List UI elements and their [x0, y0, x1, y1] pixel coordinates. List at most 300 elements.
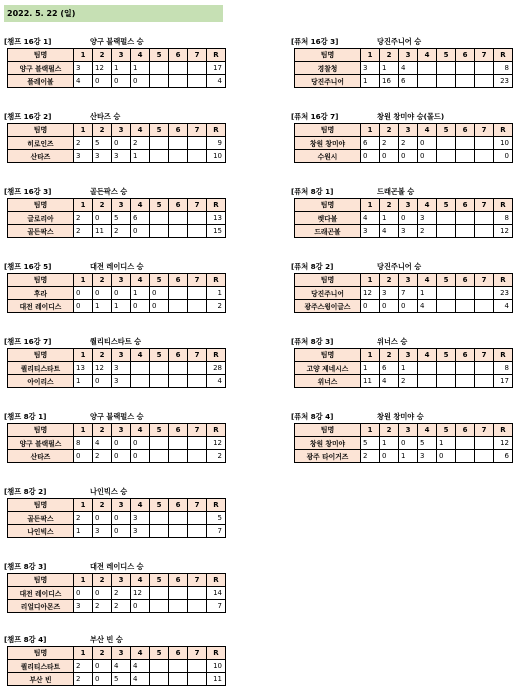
total-column-header: R — [207, 199, 226, 212]
table-row — [8, 75, 226, 88]
game-label: [퓨처 8강 3] — [291, 337, 334, 346]
inning-column-header: 3 — [399, 349, 418, 362]
game-header — [291, 35, 515, 48]
inning-score: 1 — [112, 62, 131, 75]
table-row — [8, 137, 226, 150]
inning-score — [188, 137, 207, 150]
inning-column-header: 7 — [188, 349, 207, 362]
inning-column-header: 7 — [188, 424, 207, 437]
inning-score — [475, 437, 494, 450]
score-table — [7, 123, 226, 163]
score-table — [294, 348, 513, 388]
inning-score — [437, 212, 456, 225]
inning-column-header: 4 — [131, 274, 150, 287]
team-name: 광주 타이거즈 — [295, 450, 361, 463]
inning-score — [437, 150, 456, 163]
total-runs: 4 — [207, 375, 226, 388]
table-row — [8, 287, 226, 300]
inning-column-header: 2 — [93, 499, 112, 512]
table-row — [8, 660, 226, 673]
team-name: 양구 블랙펄스 — [8, 437, 74, 450]
inning-score — [456, 225, 475, 238]
total-column-header: R — [207, 124, 226, 137]
inning-score — [169, 587, 188, 600]
inning-score — [150, 362, 169, 375]
inning-column-header: 3 — [112, 124, 131, 137]
inning-score — [150, 212, 169, 225]
game-block — [4, 260, 228, 313]
inning-score: 4 — [74, 75, 93, 88]
total-column-header: R — [207, 49, 226, 62]
inning-score — [437, 375, 456, 388]
inning-score — [475, 450, 494, 463]
inning-column-header: 5 — [150, 199, 169, 212]
inning-score: 0 — [112, 287, 131, 300]
table-row — [8, 362, 226, 375]
inning-column-header: 2 — [93, 274, 112, 287]
inning-score: 11 — [361, 375, 380, 388]
inning-column-header: 1 — [361, 124, 380, 137]
inning-score — [456, 362, 475, 375]
game-block — [291, 410, 515, 463]
inning-score: 1 — [380, 62, 399, 75]
game-winner: 창원 창미야 승(몰드) — [377, 112, 445, 121]
inning-column-header: 4 — [418, 349, 437, 362]
team-name: 렛다볼 — [295, 212, 361, 225]
team-column-header: 팀명 — [8, 124, 74, 137]
team-column-header: 팀명 — [295, 199, 361, 212]
date-header: 2022. 5. 22 (일) — [4, 5, 223, 22]
game-label: [챔프 8강 2] — [4, 487, 47, 496]
game-winner: 양구 블랙펄스 승 — [90, 37, 144, 46]
inning-score — [475, 150, 494, 163]
inning-score: 2 — [112, 600, 131, 613]
inning-column-header: 2 — [380, 274, 399, 287]
inning-score: 2 — [112, 225, 131, 238]
inning-score: 4 — [418, 300, 437, 313]
score-header-row — [8, 574, 226, 587]
total-runs: 15 — [207, 225, 226, 238]
inning-column-header: 2 — [93, 124, 112, 137]
inning-score: 0 — [93, 660, 112, 673]
inning-score — [150, 525, 169, 538]
inning-column-header: 7 — [475, 199, 494, 212]
inning-column-header: 5 — [437, 424, 456, 437]
inning-score — [437, 62, 456, 75]
inning-column-header: 7 — [188, 199, 207, 212]
inning-score — [475, 225, 494, 238]
table-row — [8, 62, 226, 75]
inning-column-header: 4 — [131, 574, 150, 587]
team-name: 퀄리티스타트 — [8, 660, 74, 673]
inning-score: 3 — [112, 150, 131, 163]
inning-column-header: 2 — [380, 49, 399, 62]
team-name: 산타즈 — [8, 150, 74, 163]
inning-score — [150, 150, 169, 163]
inning-column-header: 4 — [418, 124, 437, 137]
table-row — [295, 300, 513, 313]
game-winner: 당진주니어 승 — [377, 262, 422, 271]
team-name: 수원시 — [295, 150, 361, 163]
inning-score: 0 — [361, 300, 380, 313]
inning-score: 4 — [131, 673, 150, 686]
total-runs: 8 — [494, 362, 513, 375]
inning-column-header: 5 — [150, 647, 169, 660]
inning-column-header: 3 — [112, 574, 131, 587]
inning-column-header: 5 — [150, 49, 169, 62]
inning-column-header: 5 — [437, 49, 456, 62]
inning-column-header: 3 — [112, 49, 131, 62]
inning-column-header: 7 — [475, 124, 494, 137]
inning-score — [150, 660, 169, 673]
inning-score — [169, 375, 188, 388]
inning-score: 3 — [131, 525, 150, 538]
game-header — [291, 335, 515, 348]
inning-score: 2 — [380, 137, 399, 150]
inning-column-header: 5 — [150, 574, 169, 587]
team-name: 창원 창미야 — [295, 437, 361, 450]
team-column-header: 팀명 — [295, 124, 361, 137]
inning-score — [188, 600, 207, 613]
inning-column-header: 4 — [131, 349, 150, 362]
team-column-header: 팀명 — [8, 274, 74, 287]
score-table — [7, 423, 226, 463]
game-winner: 드래곤볼 승 — [377, 187, 415, 196]
table-row — [295, 212, 513, 225]
inning-score — [150, 437, 169, 450]
team-name: 고양 제네시스 — [295, 362, 361, 375]
inning-score — [437, 75, 456, 88]
score-header-row — [8, 499, 226, 512]
table-row — [8, 600, 226, 613]
inning-score — [188, 300, 207, 313]
inning-score — [188, 212, 207, 225]
inning-score: 0 — [112, 450, 131, 463]
table-row — [295, 150, 513, 163]
inning-score — [169, 437, 188, 450]
table-row — [295, 287, 513, 300]
inning-score — [188, 673, 207, 686]
inning-score: 0 — [93, 587, 112, 600]
inning-column-header: 5 — [437, 199, 456, 212]
total-runs: 2 — [207, 300, 226, 313]
inning-score — [437, 225, 456, 238]
inning-score: 0 — [131, 300, 150, 313]
inning-score: 0 — [131, 75, 150, 88]
game-label: [챔프 8강 3] — [4, 562, 47, 571]
inning-score: 3 — [418, 450, 437, 463]
game-label: [챔프 8강 4] — [4, 635, 47, 644]
inning-column-header: 6 — [169, 49, 188, 62]
inning-column-header: 4 — [131, 647, 150, 660]
inning-column-header: 6 — [456, 349, 475, 362]
score-header-row — [295, 49, 513, 62]
team-column-header: 팀명 — [295, 274, 361, 287]
game-label: [챔프 16강 5] — [4, 262, 52, 271]
inning-score: 5 — [418, 437, 437, 450]
inning-score: 0 — [112, 437, 131, 450]
inning-score — [150, 137, 169, 150]
team-column-header: 팀명 — [8, 199, 74, 212]
inning-score — [188, 375, 207, 388]
inning-score: 5 — [112, 212, 131, 225]
inning-score — [456, 150, 475, 163]
inning-score — [456, 437, 475, 450]
inning-score: 2 — [361, 450, 380, 463]
inning-score: 4 — [93, 437, 112, 450]
inning-column-header: 2 — [93, 647, 112, 660]
inning-score — [150, 450, 169, 463]
inning-score — [150, 600, 169, 613]
score-table — [294, 423, 513, 463]
inning-score: 2 — [93, 600, 112, 613]
score-header-row — [295, 349, 513, 362]
inning-score — [418, 62, 437, 75]
inning-score: 5 — [93, 137, 112, 150]
inning-score — [188, 660, 207, 673]
total-runs: 1 — [207, 287, 226, 300]
inning-column-header: 7 — [188, 274, 207, 287]
inning-column-header: 3 — [112, 499, 131, 512]
inning-column-header: 3 — [112, 199, 131, 212]
inning-score — [169, 362, 188, 375]
game-winner: 퀄리티스타트 승 — [90, 337, 142, 346]
inning-column-header: 1 — [74, 499, 93, 512]
team-name: 리얼디아몬즈 — [8, 600, 74, 613]
inning-column-header: 3 — [399, 274, 418, 287]
game-label: [퓨처 8강 4] — [291, 412, 334, 421]
inning-column-header: 2 — [93, 349, 112, 362]
inning-column-header: 1 — [74, 574, 93, 587]
game-header — [4, 35, 228, 48]
inning-column-header: 7 — [188, 124, 207, 137]
inning-score — [150, 673, 169, 686]
score-header-row — [295, 424, 513, 437]
inning-score: 0 — [112, 512, 131, 525]
inning-column-header: 1 — [74, 49, 93, 62]
table-row — [8, 212, 226, 225]
inning-score — [475, 212, 494, 225]
table-row — [295, 362, 513, 375]
inning-column-header: 6 — [169, 424, 188, 437]
inning-score — [188, 450, 207, 463]
inning-score: 0 — [74, 300, 93, 313]
game-block — [4, 485, 228, 538]
total-column-header: R — [207, 424, 226, 437]
inning-score: 0 — [399, 212, 418, 225]
inning-score: 3 — [361, 62, 380, 75]
inning-score: 0 — [380, 150, 399, 163]
game-header — [4, 485, 228, 498]
score-header-row — [8, 424, 226, 437]
inning-score: 1 — [131, 287, 150, 300]
inning-score: 0 — [74, 450, 93, 463]
table-row — [8, 673, 226, 686]
game-block — [4, 633, 228, 686]
inning-score — [475, 375, 494, 388]
game-header — [4, 633, 228, 646]
inning-score: 6 — [399, 75, 418, 88]
inning-score: 0 — [112, 137, 131, 150]
inning-column-header: 3 — [399, 199, 418, 212]
table-row — [295, 62, 513, 75]
total-column-header: R — [207, 647, 226, 660]
inning-score — [169, 287, 188, 300]
table-row — [8, 225, 226, 238]
team-column-header: 팀명 — [8, 349, 74, 362]
team-name: 골든팍스 — [8, 512, 74, 525]
inning-score: 0 — [131, 437, 150, 450]
inning-column-header: 2 — [380, 349, 399, 362]
inning-score: 2 — [74, 512, 93, 525]
game-winner: 대전 레이디스 승 — [90, 262, 144, 271]
inning-column-header: 6 — [169, 647, 188, 660]
inning-score: 4 — [380, 375, 399, 388]
inning-column-header: 3 — [112, 647, 131, 660]
total-runs: 10 — [494, 137, 513, 150]
inning-score: 0 — [399, 150, 418, 163]
score-table — [294, 48, 513, 88]
inning-column-header: 1 — [361, 199, 380, 212]
inning-score: 0 — [361, 150, 380, 163]
game-label: [퓨처 16강 7] — [291, 112, 339, 121]
inning-score: 1 — [380, 437, 399, 450]
inning-score: 3 — [399, 225, 418, 238]
score-table — [7, 48, 226, 88]
total-runs: 2 — [207, 450, 226, 463]
inning-score — [188, 75, 207, 88]
inning-score — [188, 150, 207, 163]
total-column-header: R — [494, 124, 513, 137]
inning-column-header: 6 — [456, 49, 475, 62]
team-name: 드래곤볼 — [295, 225, 361, 238]
game-block — [291, 335, 515, 388]
inning-score: 1 — [361, 362, 380, 375]
inning-score: 1 — [418, 287, 437, 300]
team-name: 경찰청 — [295, 62, 361, 75]
inning-column-header: 6 — [169, 574, 188, 587]
game-block — [291, 260, 515, 313]
inning-column-header: 4 — [131, 199, 150, 212]
game-label: [챔프 16강 3] — [4, 187, 52, 196]
total-runs: 12 — [494, 437, 513, 450]
inning-score: 3 — [74, 62, 93, 75]
inning-score: 1 — [399, 450, 418, 463]
total-runs: 23 — [494, 75, 513, 88]
inning-column-header: 1 — [74, 349, 93, 362]
inning-score: 1 — [361, 75, 380, 88]
game-label: [퓨처 8강 2] — [291, 262, 334, 271]
inning-score: 1 — [380, 212, 399, 225]
total-column-header: R — [494, 199, 513, 212]
inning-score — [188, 225, 207, 238]
total-column-header: R — [494, 349, 513, 362]
score-header-row — [295, 274, 513, 287]
inning-column-header: 4 — [418, 49, 437, 62]
game-label: [챔프 16강 1] — [4, 37, 52, 46]
table-row — [295, 137, 513, 150]
inning-score: 6 — [361, 137, 380, 150]
inning-score — [437, 300, 456, 313]
inning-column-header: 3 — [399, 424, 418, 437]
inning-score — [169, 450, 188, 463]
inning-column-header: 4 — [131, 424, 150, 437]
total-runs: 12 — [207, 437, 226, 450]
inning-score — [188, 525, 207, 538]
inning-score: 4 — [361, 212, 380, 225]
game-header — [291, 410, 515, 423]
inning-score: 12 — [361, 287, 380, 300]
inning-score — [418, 375, 437, 388]
total-column-header: R — [207, 499, 226, 512]
inning-score — [150, 512, 169, 525]
inning-score — [169, 62, 188, 75]
inning-column-header: 1 — [361, 349, 380, 362]
score-table — [294, 273, 513, 313]
score-table — [7, 646, 226, 686]
inning-score: 1 — [437, 437, 456, 450]
inning-score — [150, 75, 169, 88]
inning-score: 12 — [93, 362, 112, 375]
inning-column-header: 3 — [112, 274, 131, 287]
score-table — [7, 573, 226, 613]
total-runs: 10 — [207, 150, 226, 163]
inning-score: 2 — [131, 137, 150, 150]
inning-score: 11 — [93, 225, 112, 238]
inning-score: 3 — [361, 225, 380, 238]
game-winner: 대전 레이디스 승 — [90, 562, 144, 571]
inning-column-header: 1 — [74, 124, 93, 137]
team-name: 당진주니어 — [295, 287, 361, 300]
table-row — [8, 450, 226, 463]
inning-score — [150, 587, 169, 600]
inning-score: 0 — [418, 150, 437, 163]
inning-column-header: 3 — [399, 124, 418, 137]
inning-score: 13 — [74, 362, 93, 375]
inning-score: 3 — [74, 600, 93, 613]
inning-score: 0 — [150, 300, 169, 313]
game-winner: 골든팍스 승 — [90, 187, 128, 196]
inning-score: 1 — [93, 300, 112, 313]
game-winner: 창원 창미야 승 — [377, 412, 424, 421]
inning-score: 0 — [399, 437, 418, 450]
inning-column-header: 6 — [169, 199, 188, 212]
inning-score: 0 — [380, 450, 399, 463]
inning-column-header: 3 — [112, 349, 131, 362]
team-column-header: 팀명 — [8, 424, 74, 437]
table-row — [295, 450, 513, 463]
inning-score — [188, 437, 207, 450]
inning-score: 4 — [399, 62, 418, 75]
total-column-header: R — [494, 424, 513, 437]
inning-score — [169, 673, 188, 686]
game-block — [4, 185, 228, 238]
inning-score: 2 — [112, 587, 131, 600]
game-winner: 당진주니어 승 — [377, 37, 422, 46]
total-runs: 4 — [207, 75, 226, 88]
inning-column-header: 3 — [399, 49, 418, 62]
inning-score: 12 — [93, 62, 112, 75]
game-label: [챔프 16강 7] — [4, 337, 52, 346]
score-table — [7, 273, 226, 313]
inning-score: 2 — [74, 137, 93, 150]
game-label: [챔프 8강 1] — [4, 412, 47, 421]
total-runs: 5 — [207, 512, 226, 525]
game-header — [4, 560, 228, 573]
inning-column-header: 7 — [188, 647, 207, 660]
inning-score: 3 — [112, 362, 131, 375]
game-winner: 부산 빈 승 — [90, 635, 123, 644]
